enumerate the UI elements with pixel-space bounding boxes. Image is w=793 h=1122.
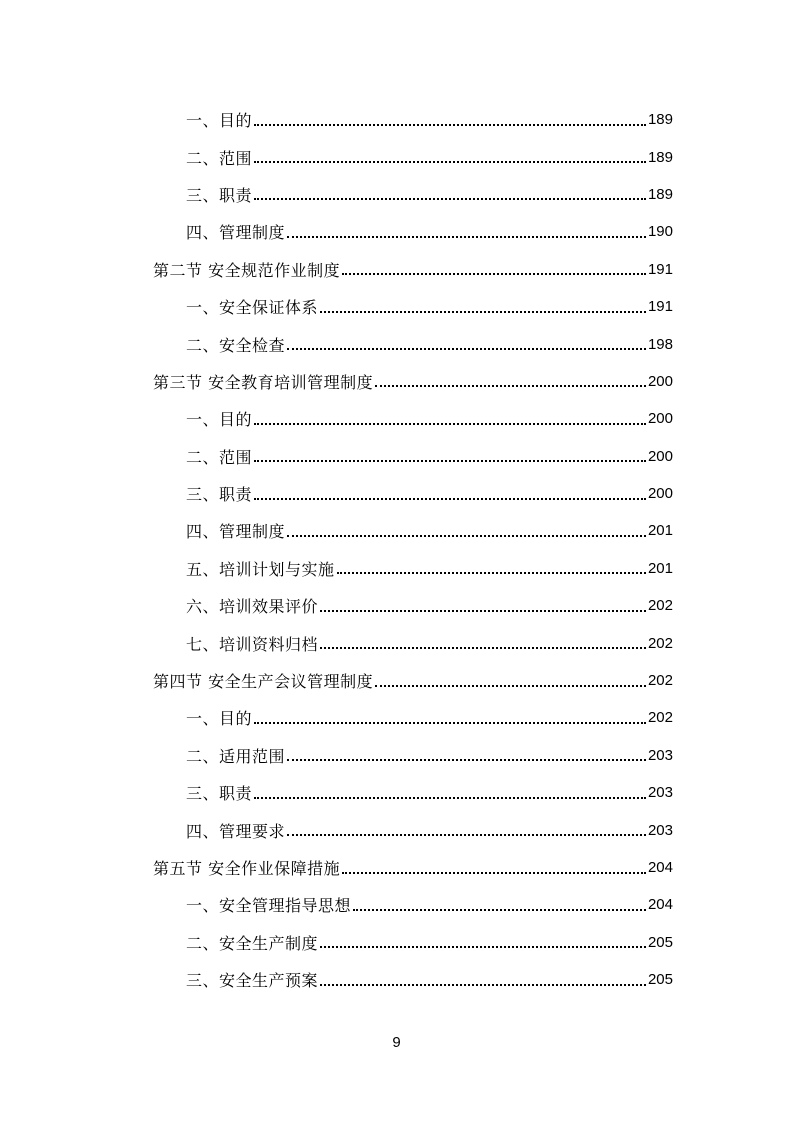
toc-entry-label: 二、范围 [186,148,253,168]
toc-leader-dots [254,706,646,724]
toc-subsection-entry[interactable] [0,924,793,961]
toc-entry-content [186,961,673,998]
toc-entry-content [186,325,673,362]
toc-entry-label: 三、安全生产预案 [186,971,319,991]
toc-entry-label: 五、培训计划与实施 [186,559,335,579]
toc-entry-page: 200 [647,485,673,503]
toc-entry-content [186,438,673,475]
toc-subsection-entry[interactable] [0,811,793,848]
toc-entry-content [153,251,673,288]
toc-entry-label: 一、安全管理指导思想 [186,896,352,916]
toc-leader-dots [287,743,646,761]
toc-entry-content [186,699,673,736]
toc-entry-label: 第四节 安全生产会议管理制度 [153,672,374,692]
toc-entry-content [186,213,673,250]
toc-entry-label: 七、培训资料归档 [186,634,319,654]
toc-subsection-entry[interactable] [0,886,793,923]
toc-subsection-entry[interactable] [0,699,793,736]
toc-entry-page: 203 [647,746,673,764]
toc-entry-content [186,138,673,175]
toc-entry-content [186,176,673,213]
toc-entry-content [186,550,673,587]
toc-entry-page: 202 [647,709,673,727]
page-number: 9 [392,1034,401,1051]
toc-leader-dots [287,332,646,350]
toc-leader-dots [320,594,646,612]
toc-entry-page: 189 [647,148,673,166]
toc-subsection-entry[interactable] [0,325,793,362]
toc-section-entry[interactable] [0,849,793,886]
toc-entry-label: 二、安全生产制度 [186,933,319,953]
toc-subsection-entry[interactable] [0,587,793,624]
toc-leader-dots [320,295,646,313]
toc-subsection-entry[interactable] [0,475,793,512]
toc-entry-content [186,512,673,549]
toc-entry-content [186,924,673,961]
toc-entry-content [186,101,673,138]
toc-entry-page: 189 [647,111,673,129]
toc-entry-page: 201 [647,522,673,540]
toc-entry-label: 三、职责 [186,784,253,804]
toc-subsection-entry[interactable] [0,737,793,774]
toc-leader-dots [320,968,646,986]
toc-entry-content [186,587,673,624]
toc-subsection-entry[interactable] [0,624,793,661]
toc-entry-content [186,400,673,437]
toc-entry-label: 二、安全检查 [186,335,286,355]
toc-leader-dots [353,893,646,911]
toc-entry-page: 205 [647,971,673,989]
toc-entry-label: 第三节 安全教育培训管理制度 [153,372,374,392]
toc-leader-dots [254,407,646,425]
toc-entry-label: 第五节 安全作业保障措施 [153,859,341,878]
toc-leader-dots [375,669,646,687]
toc-entry-label: 一、安全保证体系 [186,298,319,318]
toc-subsection-entry[interactable] [0,213,793,250]
toc-subsection-entry[interactable] [0,550,793,587]
toc-entry-label: 二、适用范围 [186,746,286,766]
toc-entry-label: 第二节 安全规范作业制度 [153,260,341,280]
toc-entry-label: 一、目的 [186,410,253,430]
toc-leader-dots [254,108,646,126]
toc-entry-content [186,811,673,848]
toc-leader-dots [287,519,646,537]
toc-entry-label: 四、管理制度 [186,522,286,542]
toc-entry-content [186,737,673,774]
toc-entry-content [186,624,673,661]
toc-subsection-entry[interactable] [0,438,793,475]
toc-entry-content [153,363,673,400]
toc-subsection-entry[interactable] [0,512,793,549]
toc-subsection-entry[interactable] [0,176,793,213]
toc-section-entry[interactable] [0,662,793,699]
toc-subsection-entry[interactable] [0,101,793,138]
toc-entry-content [153,662,673,699]
toc-entry-content [186,288,673,325]
toc-subsection-entry[interactable] [0,961,793,998]
toc-subsection-entry[interactable] [0,400,793,437]
toc-entry-page: 202 [647,597,673,615]
toc-entry-page: 203 [647,784,673,802]
toc-entry-page: 202 [647,672,673,690]
toc-leader-dots [342,856,646,874]
toc-leader-dots [254,482,646,500]
toc-leader-dots [254,781,646,799]
toc-entry-page: 200 [647,410,673,428]
toc-section-entry[interactable] [0,363,793,400]
toc-entry-page: 201 [647,559,673,577]
toc-leader-dots [254,444,646,462]
toc-entry-content [186,886,673,923]
toc-leader-dots [342,257,646,275]
table-of-contents [0,101,793,998]
toc-entry-page: 205 [647,933,673,951]
toc-entry-page: 190 [647,223,673,241]
toc-leader-dots [287,818,646,836]
toc-entry-content [153,849,673,886]
toc-entry-page: 191 [647,260,673,278]
toc-entry-label: 三、职责 [186,485,253,505]
toc-entry-page: 191 [647,298,673,316]
toc-leader-dots [254,145,646,163]
toc-entry-label: 二、范围 [186,447,253,467]
toc-entry-content [186,475,673,512]
toc-leader-dots [320,631,646,649]
toc-entry-label: 一、目的 [186,111,253,131]
toc-leader-dots [375,369,646,387]
toc-entry-label: 四、管理要求 [186,821,286,841]
toc-entry-label: 三、职责 [186,185,253,205]
toc-entry-page: 200 [647,447,673,465]
toc-section-entry[interactable] [0,251,793,288]
toc-entry-page: 203 [647,821,673,839]
toc-entry-page: 189 [647,185,673,203]
toc-subsection-entry[interactable] [0,288,793,325]
toc-subsection-entry[interactable] [0,138,793,175]
toc-leader-dots [337,556,646,574]
toc-entry-page: 202 [647,634,673,652]
toc-entry-label: 四、管理制度 [186,223,286,243]
toc-entry-page: 204 [647,859,673,876]
toc-entry-content [186,774,673,811]
toc-subsection-entry[interactable] [0,774,793,811]
toc-entry-label: 六、培训效果评价 [186,597,319,617]
toc-entry-label: 一、目的 [186,709,253,729]
toc-leader-dots [287,220,646,238]
toc-entry-page: 204 [647,896,673,914]
toc-leader-dots [320,930,646,948]
toc-leader-dots [254,182,646,200]
toc-entry-page: 200 [647,372,673,390]
toc-entry-page: 198 [647,335,673,353]
